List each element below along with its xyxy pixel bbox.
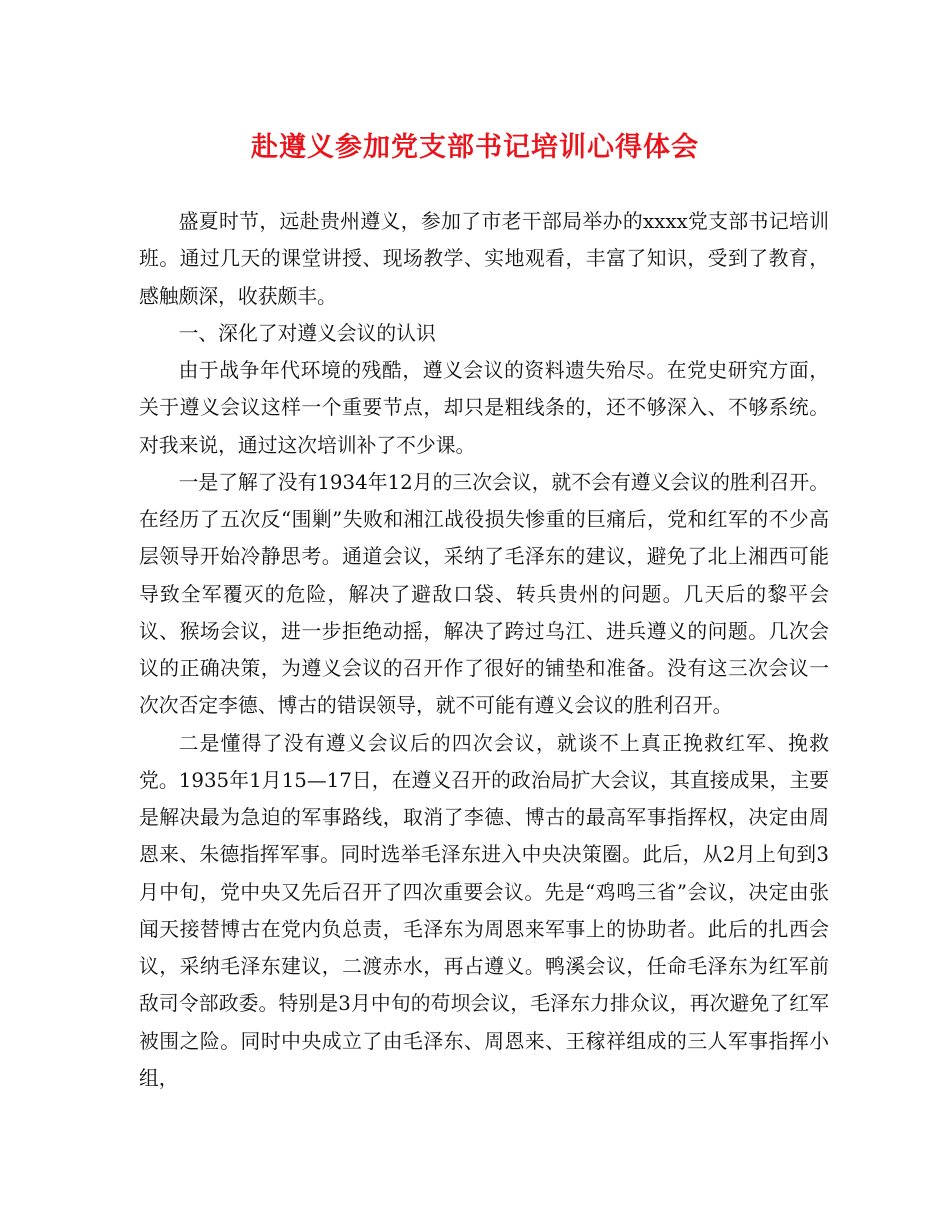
document-title: 赴遵义参加党支部书记培训心得体会 [251, 132, 699, 163]
section-heading-1: 一、深化了对遵义会议的认识 [178, 321, 436, 345]
paragraph-point-one: 一是了解了没有1934年12月的三次会议，就不会有遵义会议的胜利召开。在经历了五次反“围剿”失败和湘江战役损失惨重的巨痛后，党和红军的不少高层领导开始冷静思考。通道会议，采纳了毛泽东的建议，避免了北上湘西可能导致全军覆灭的危险，解决了避敌口袋、转兵贵州的问题。几天后的黎平会议、猴场会议，进一步拒绝动摇，解决了跨过乌江、进兵遵义的问题。几次会议的正确决策，为遵义会议的召开作了很好的铺垫和准备。没有这三次会议一次次否定李德、博古的错误领导，就不可能有遵义会议的胜利召开。 [139, 470, 829, 718]
paragraph-background: 由于战争年代环境的残酷，遵义会议的资料遗失殆尽。在党史研究方面，关于遵义会议这样一个重要节点，却只是粗线条的，还不够深入、不够系统。对我来说，通过这次培训补了不少课。 [139, 359, 829, 457]
document-body [139, 203, 829, 1097]
paragraph-intro: 盛夏时节，远赴贵州遵义，参加了市老干部局举办的xxxx党支部书记培训班。通过几天的课堂讲授、现场教学、实地观看，丰富了知识，受到了教育，感触颇深，收获颇丰。 [139, 210, 829, 308]
paragraph-point-two: 二是懂得了没有遵义会议后的四次会议，就谈不上真正挽救红军、挽救党。1935年1月15—17日，在遵义召开的政治局扩大会议，其直接成果，主要是解决最为急迫的军事路线，取消了李德、博古的最高军事指挥权，决定由周恩来、朱德指挥军事。同时选举毛泽东进入中央决策圈。此后，从2月上旬到3月中旬，党中央又先后召开了四次重要会议。先是“鸡鸣三省”会议，决定由张闻天接替博古在党内负总责，毛泽东为周恩来军事上的协助者。此后的扎西会议，采纳毛泽东建议，二渡赤水，再占遵义。鸭溪会议，任命毛泽东为红军前敌司令部政委。特别是3月中旬的苟坝会议，毛泽东力排众议，再次避免了红军被围之险。同时中央成立了由毛泽东、周恩来、王稼祥组成的三人军事指挥小组， [139, 731, 829, 1090]
